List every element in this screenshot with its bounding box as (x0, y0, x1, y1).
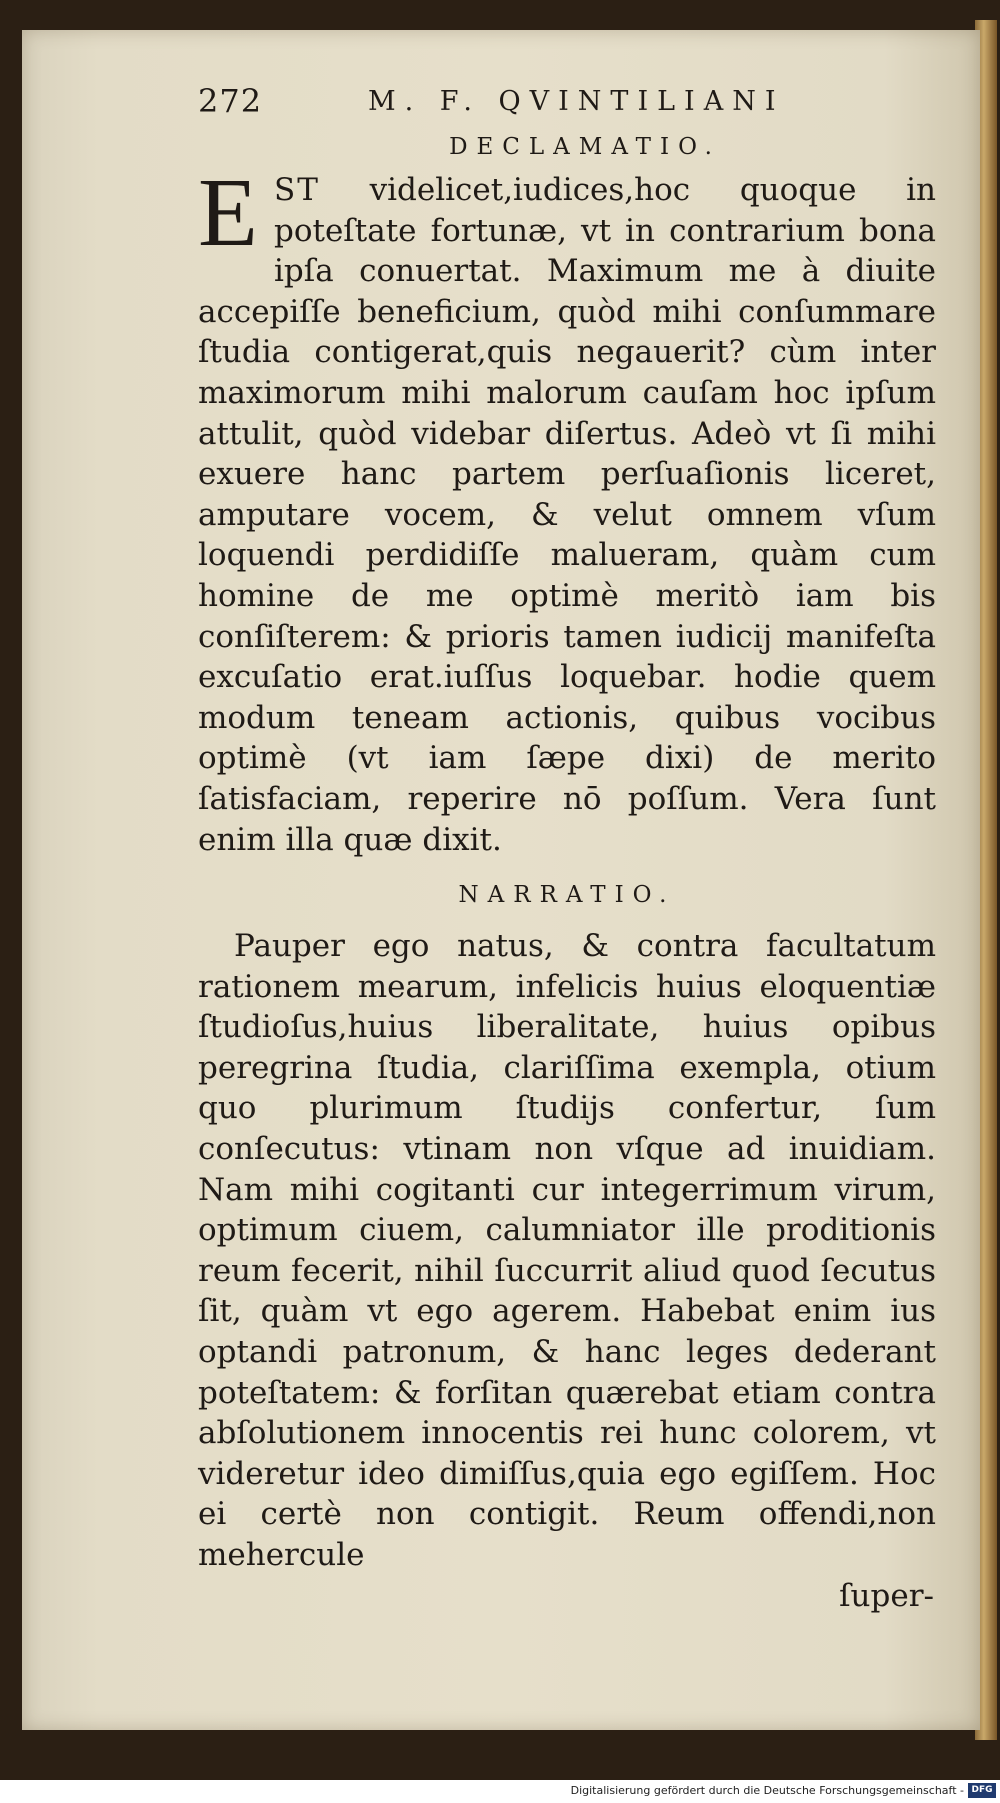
lead-caps: ST (274, 172, 320, 208)
declamatio-text: videlicet,iudices,hoc quoque in poteſtate fortunæ, vt in contrarium bona ipſa conuertat. Maximum me à diuite accepiſſe beneficium, quòd mihi conſummare ſtudia contigerat,quis negauerit? cùm inter maximorum mihi malorum cauſam hoc ipſum attulit, quòd videbar diſertus. Adeò vt ſi mihi exuere hanc partem perſuaſionis liceret, amputare vocem, & velut omnem vſum loquendi perdidiſſe malueram, quàm cum homine de me optimè meritò iam bis conſiſterem: & prioris tamen iudicij manifeſta excuſatio erat.iuſſus loquebar. hodie quem modum teneam actionis, quibus vocibus optimè (vt iam ſæpe dixi) de merito ſatisfaciam, reperire nō poſſum. Vera ſunt enim illa quæ dixit. (198, 172, 936, 858)
declamatio-heading: DECLAMATIO. (449, 134, 721, 160)
text-block (198, 78, 936, 1616)
footer-credit: Digitalisierung gefördert durch die Deutsche Forschungsgemeinschaft - (570, 1784, 964, 1797)
catchword: ſuper- (839, 1577, 934, 1614)
narratio-paragraph (198, 926, 936, 1576)
dfg-logo: DFG (968, 1783, 996, 1798)
page-number: 272 (198, 82, 263, 120)
drop-cap: E (198, 159, 258, 267)
running-title: M. F. QVINTILIANI (368, 86, 785, 117)
narratio-text: Pauper ego natus, & contra facultatum rationem mearum, infelicis huius eloquentiæ ſtudioſus,huius liberalitate, huius opibus peregrina ſtudia, clariſſima exempla, otium quo plurimum ſtudijs confertur, ſum conſecutus: vtinam non vſque ad inuidiam. Nam mihi cogitanti cur integerrimum virum, optimum ciuem, calumniator ille proditionis reum fecerit, nihil ſuccurrit aliud quod ſecutus ſit, quàm vt ego agerem. Habebat enim ius optandi patronum, & hanc leges dederant poteſtatem: & forſitan quærebat etiam contra abſolutionem innocentis rei hunc colorem, vt videretur ideo dimiſſus,quia ego egiſſem. Hoc ei certè non contigit. Reum offendi,non mehercule (198, 928, 936, 1573)
running-head (198, 78, 936, 126)
narratio-heading: NARRATIO. (458, 882, 676, 909)
declamatio-paragraph (198, 159, 936, 860)
footer-bar (0, 1780, 1000, 1803)
